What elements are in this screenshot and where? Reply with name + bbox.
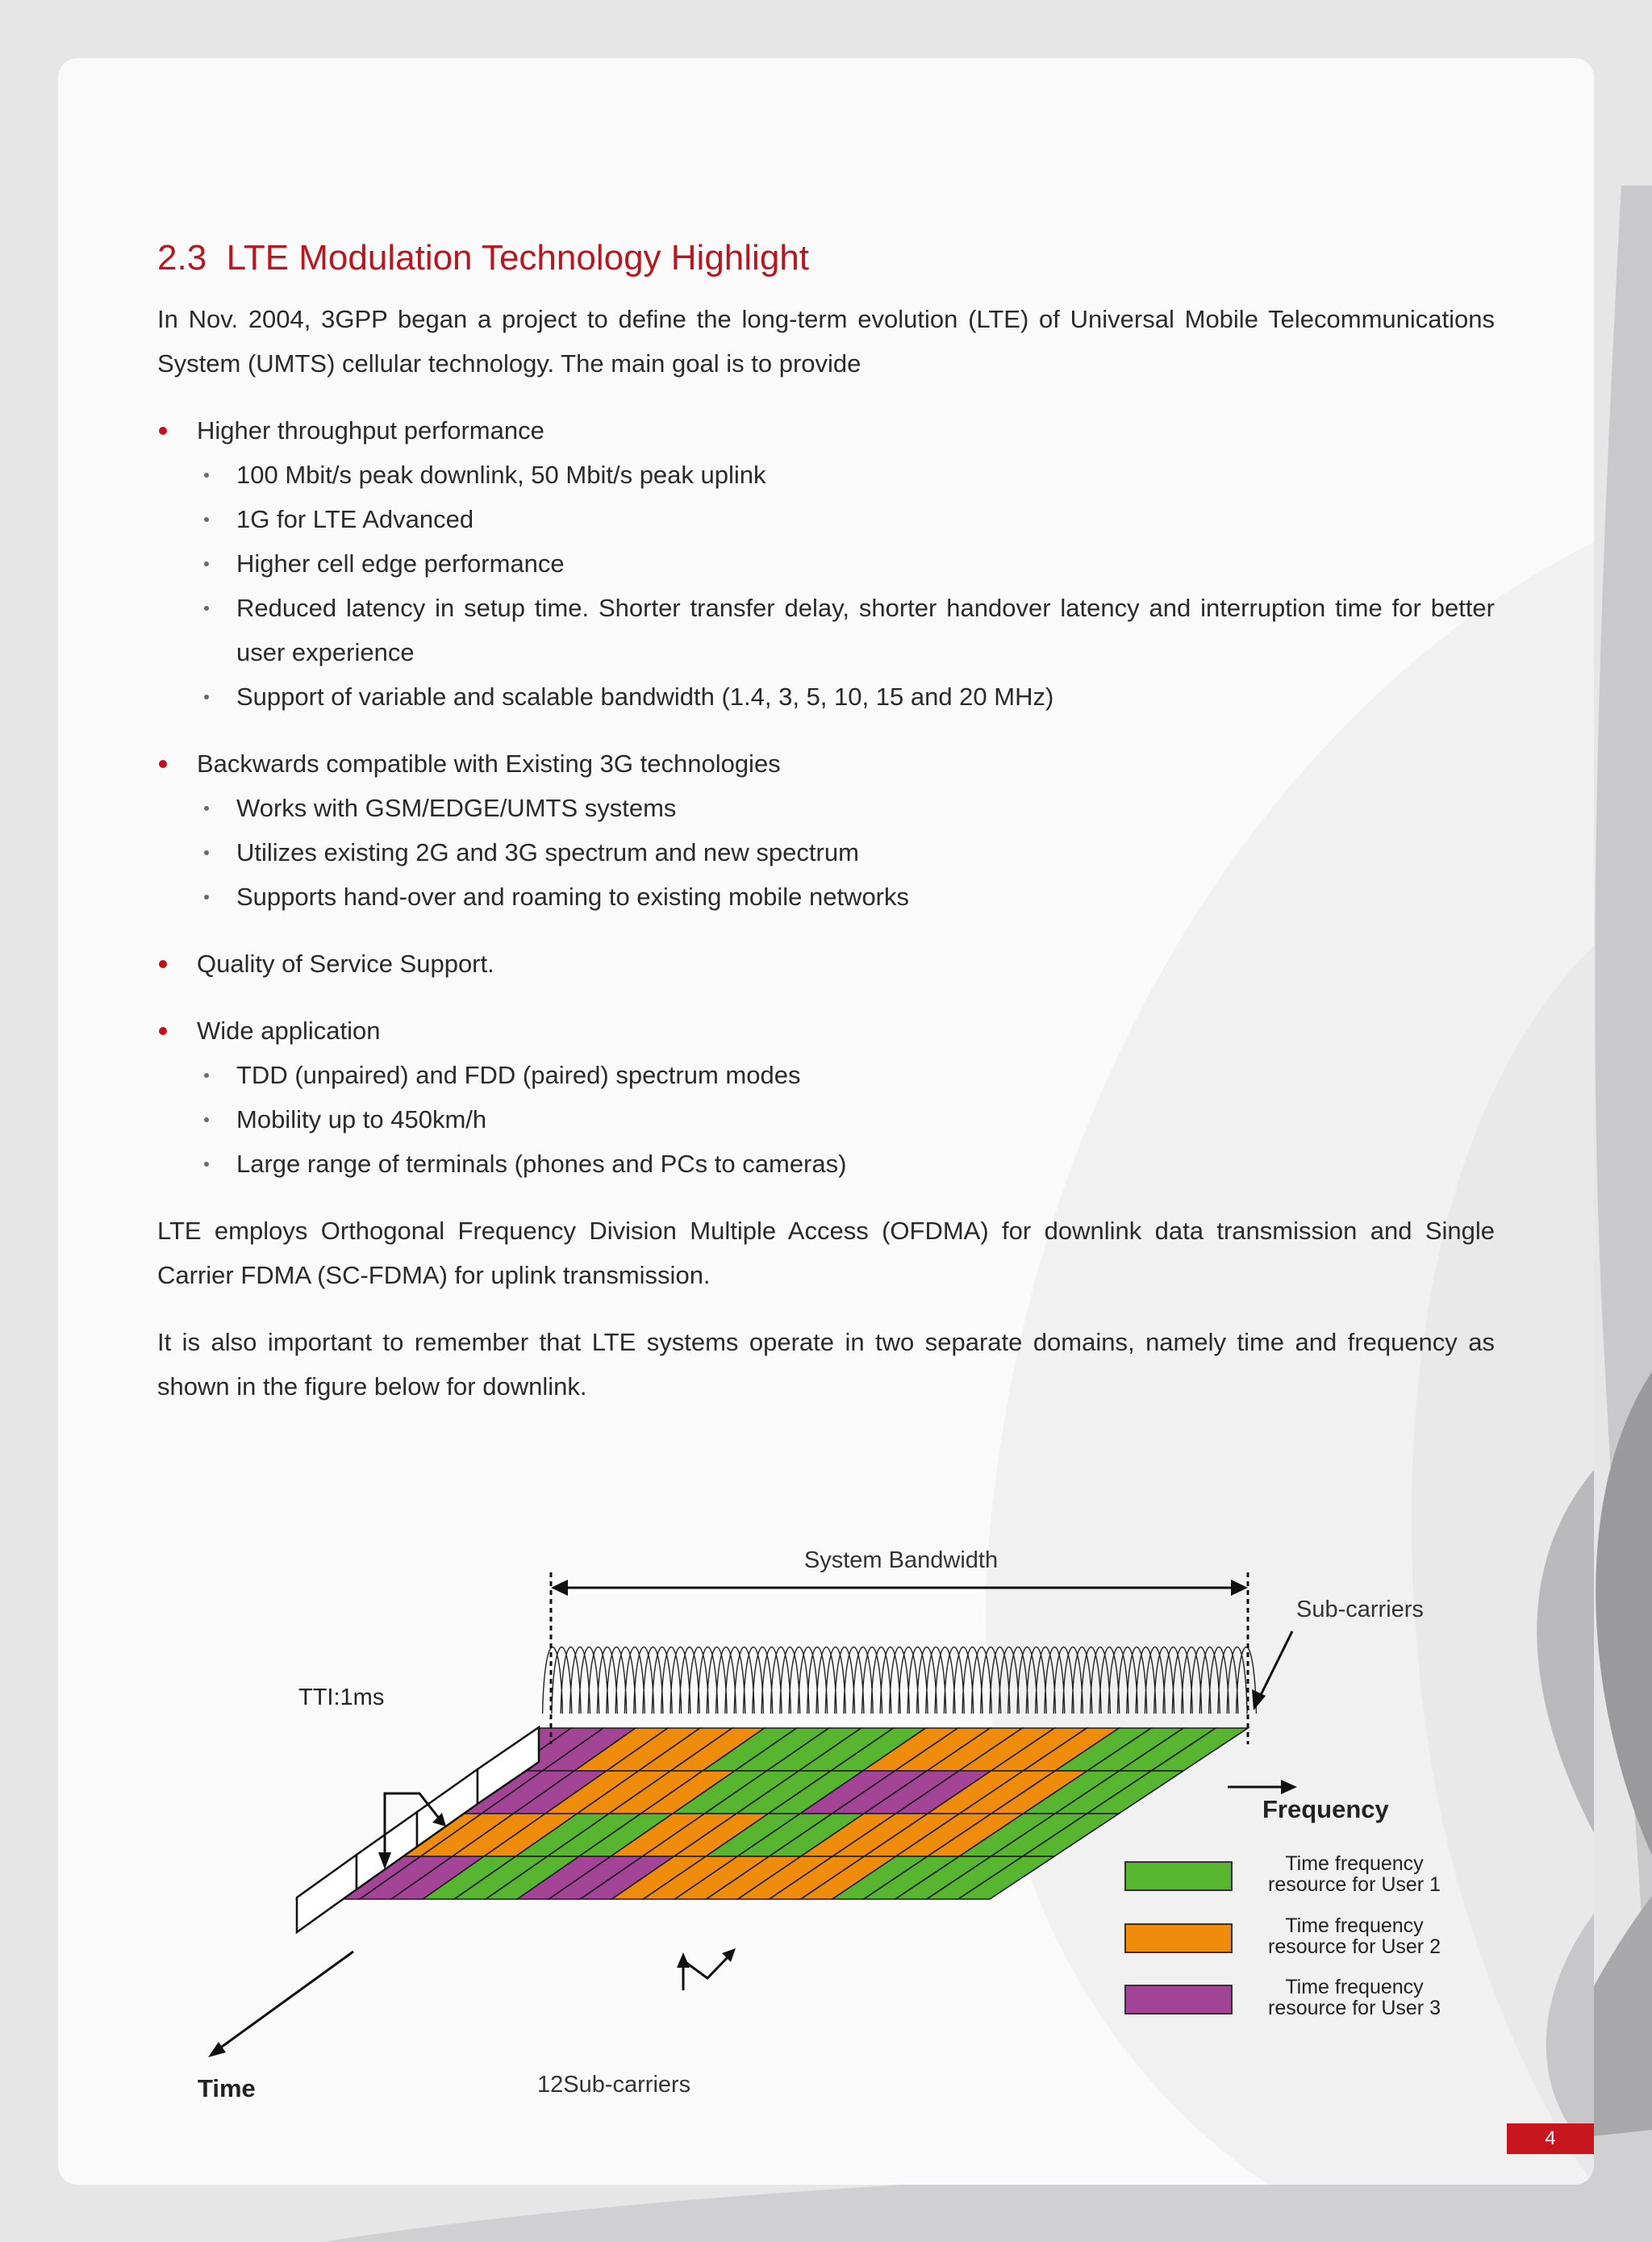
twelve-subcarriers-label: 12Sub-carriers	[537, 2072, 691, 2098]
sub-bullet-item: Large range of terminals (phones and PCs to cameras)	[157, 1142, 1495, 1186]
subcarrier-waves	[543, 1647, 1257, 1714]
sub-bullet-item: 100 Mbit/s peak downlink, 50 Mbit/s peak uplink	[157, 453, 1495, 497]
domains-paragraph: It is also important to remember that LTE systems operate in two separate domains, namely time and frequency as shown in the figure below for downlink.	[157, 1328, 1495, 1401]
legend-line1-user2: Time frequency	[1285, 1914, 1424, 1937]
legend-line2-user1: resource for User 1	[1268, 1873, 1441, 1896]
time-label: Time	[198, 2074, 256, 2102]
twelve-subcarriers-arrow	[677, 1948, 736, 1990]
time-axis	[208, 1952, 353, 2057]
sub-bullet-item: Mobility up to 450km/h	[157, 1097, 1495, 1142]
section-number: 2.3	[157, 238, 207, 278]
frequency-axis	[1228, 1780, 1297, 1794]
ofdma-paragraph: LTE employs Orthogonal Frequency Division Multiple Access (OFDMA) for downlink data transmission and Single Carrier FDMA (SC-FDMA) for uplink transmission.	[157, 1217, 1495, 1289]
bullet-item: Higher throughput performance	[157, 408, 1495, 453]
page-number: 4	[1507, 2123, 1594, 2154]
sub-bullet-item: Support of variable and scalable bandwidth (1.4, 3, 5, 10, 15 and 20 MHz)	[157, 674, 1495, 719]
frequency-label: Frequency	[1262, 1795, 1389, 1823]
legend-swatch-user1	[1125, 1862, 1232, 1890]
section-title: LTE Modulation Technology Highlight	[226, 238, 809, 278]
bullet-item: Backwards compatible with Existing 3G technologies	[157, 741, 1495, 786]
sub-bullet-item: 1G for LTE Advanced	[157, 497, 1495, 541]
legend-swatch-user3	[1125, 1985, 1232, 2014]
sub-bullet-item: Reduced latency in setup time. Shorter transfer delay, shorter handover latency and interruption time for better user experience	[157, 586, 1495, 674]
system-bandwidth-arrow	[551, 1580, 1248, 1596]
page-card	[58, 58, 1594, 2185]
bullet-item: Quality of Service Support.	[157, 941, 1495, 986]
sub-bullet-item: Utilizes existing 2G and 3G spectrum and new spectrum	[157, 830, 1495, 875]
intro-paragraph: In Nov. 2004, 3GPP began a project to define the long-term evolution (LTE) of Universal Mobile Telecommunications System (UMTS) cellular technology. The main goal is to provide	[157, 305, 1495, 378]
sub-bullet-item: Supports hand-over and roaming to existing mobile networks	[157, 875, 1495, 919]
legend-line2-user3: resource for User 3	[1268, 1997, 1441, 2019]
legend	[1125, 1852, 1441, 2019]
legend-swatch-user2	[1125, 1924, 1232, 1952]
legend-line2-user2: resource for User 2	[1268, 1935, 1441, 1958]
subcarriers-pointer	[1252, 1631, 1292, 1710]
time-frequency-diagram	[58, 58, 1594, 2185]
sub-bullet-item: TDD (unpaired) and FDD (paired) spectrum modes	[157, 1053, 1495, 1097]
system-bandwidth-label: System Bandwidth	[803, 1547, 999, 1573]
legend-line1-user3: Time frequency	[1285, 1976, 1424, 1998]
sub-bullet-item: Higher cell edge performance	[157, 541, 1495, 586]
tti-label: TTI:1ms	[298, 1685, 385, 1710]
subcarrier-wave	[543, 1647, 1257, 1714]
legend-line1-user1: Time frequency	[1285, 1852, 1424, 1875]
sub-bullet-item: Works with GSM/EDGE/UMTS systems	[157, 786, 1495, 830]
bullet-item: Wide application	[157, 1008, 1495, 1053]
subcarriers-label: Sub-carriers	[1296, 1597, 1424, 1622]
